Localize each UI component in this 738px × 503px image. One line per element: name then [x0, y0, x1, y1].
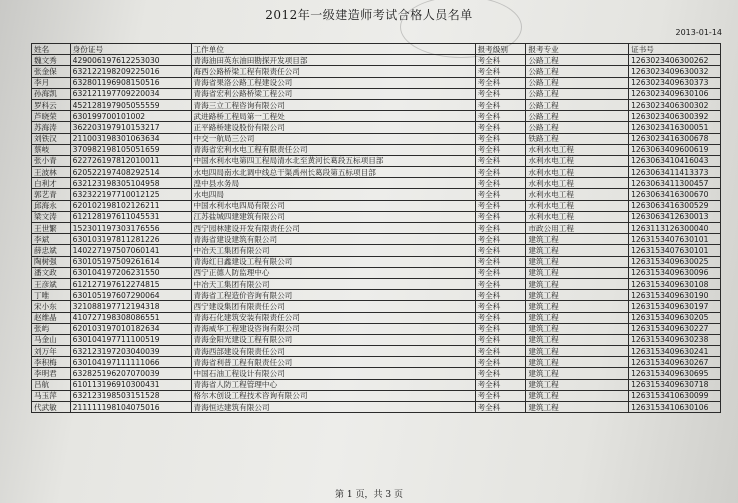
cell-exam-level: 考全科 [475, 99, 526, 110]
table-row [32, 278, 721, 289]
cell-certificate-number: 1263063411300457 [629, 178, 721, 189]
cell-exam-level: 考全科 [475, 368, 526, 379]
cell-id-number: 632801196908150516 [70, 77, 191, 88]
cell-name: 王彦斌 [32, 278, 71, 289]
cell-certificate-number: 1263153410630099 [629, 390, 721, 401]
header-exam-level: 报考级别 [475, 44, 526, 55]
cell-work-unit: 武进路桥工程局第一工程处 [191, 111, 475, 122]
cell-work-unit: 中交一航局三公司 [191, 133, 475, 144]
cell-name: 李斌 [32, 234, 71, 245]
cell-name: 魏文秀 [32, 55, 71, 66]
cell-exam-level: 考全科 [475, 245, 526, 256]
cell-id-number: 612127197612274815 [70, 278, 191, 289]
table-row [32, 155, 721, 166]
cell-exam-major: 水利水电工程 [526, 155, 629, 166]
cell-name: 孙海凯 [32, 88, 71, 99]
cell-exam-major: 公路工程 [526, 77, 629, 88]
cell-exam-level: 考全科 [475, 77, 526, 88]
cell-exam-level: 考全科 [475, 111, 526, 122]
cell-work-unit: 青海省建设建筑有限公司 [191, 234, 475, 245]
cell-certificate-number: 1263023416300051 [629, 122, 721, 133]
cell-work-unit: 海西公路桥梁工程有限责任公司 [191, 66, 475, 77]
cell-exam-major: 建筑工程 [526, 357, 629, 368]
cell-name: 梁文涛 [32, 211, 71, 222]
cell-exam-major: 建筑工程 [526, 379, 629, 390]
header-work-unit: 工作单位 [191, 44, 475, 55]
cell-certificate-number: 1263063412630013 [629, 211, 721, 222]
page-indicator: 第 1 页，共 3 页 [335, 490, 403, 500]
cell-exam-level: 考全科 [475, 155, 526, 166]
cell-name: 代武敏 [32, 402, 71, 413]
cell-work-unit: 正平路桥建设股份有限公司 [191, 122, 475, 133]
cell-exam-major: 水利水电工程 [526, 178, 629, 189]
cell-exam-major: 水利水电工程 [526, 200, 629, 211]
cell-id-number: 620103197010182634 [70, 323, 191, 334]
qualified-personnel-table [31, 43, 721, 413]
table-row [32, 211, 721, 222]
cell-name: 王世繁 [32, 223, 71, 234]
table-row [32, 267, 721, 278]
document-title: 2012年一级建造师考试合格人员名单 [265, 8, 473, 22]
cell-certificate-number: 1263023416300678 [629, 133, 721, 144]
cell-work-unit: 西宁建设集团有限责任公司 [191, 301, 475, 312]
cell-work-unit: 青海石化建筑安装有限责任公司 [191, 312, 475, 323]
cell-name: 郭艺青 [32, 189, 71, 200]
cell-exam-major: 建筑工程 [526, 390, 629, 401]
cell-exam-major: 建筑工程 [526, 312, 629, 323]
cell-exam-major: 公路工程 [526, 88, 629, 99]
cell-exam-level: 考全科 [475, 346, 526, 357]
table-row [32, 301, 721, 312]
cell-exam-major: 建筑工程 [526, 334, 629, 345]
table-row [32, 55, 721, 66]
cell-id-number: 632825196207070039 [70, 368, 191, 379]
cell-exam-level: 考全科 [475, 133, 526, 144]
cell-name: 蔡岐 [32, 144, 71, 155]
table-row [32, 402, 721, 413]
header-certificate-number: 证书号 [629, 44, 721, 55]
cell-id-number: 321088197712194318 [70, 301, 191, 312]
cell-certificate-number: 1263153409630267 [629, 357, 721, 368]
cell-certificate-number: 1263063416300529 [629, 200, 721, 211]
cell-certificate-number: 1263153409630197 [629, 301, 721, 312]
cell-exam-level: 考全科 [475, 189, 526, 200]
cell-work-unit: 青海红日鑫建设工程有限公司 [191, 256, 475, 267]
cell-name: 苏海涛 [32, 122, 71, 133]
table-body [32, 55, 721, 413]
cell-certificate-number: 1263153409630190 [629, 290, 721, 301]
cell-exam-major: 建筑工程 [526, 234, 629, 245]
document-date: 2013-01-14 [675, 28, 722, 37]
cell-name: 张金保 [32, 66, 71, 77]
cell-id-number: 152301197303176556 [70, 223, 191, 234]
cell-name: 丁唯 [32, 290, 71, 301]
cell-name: 陶树强 [32, 256, 71, 267]
table-row [32, 99, 721, 110]
cell-exam-level: 考全科 [475, 379, 526, 390]
cell-work-unit: 水电四局 [191, 189, 475, 200]
cell-certificate-number: 1263153409630241 [629, 346, 721, 357]
table-row [32, 234, 721, 245]
cell-work-unit: 青海威华工程建设咨询有限公司 [191, 323, 475, 334]
cell-exam-level: 考全科 [475, 256, 526, 267]
cell-work-unit: 青海油田英东油田勘探开发项目部 [191, 55, 475, 66]
cell-certificate-number: 1263153409630695 [629, 368, 721, 379]
cell-exam-major: 建筑工程 [526, 267, 629, 278]
cell-exam-major: 市政公用工程 [526, 223, 629, 234]
cell-id-number: 632121197709220034 [70, 88, 191, 99]
table-row [32, 88, 721, 99]
cell-exam-level: 考全科 [475, 278, 526, 289]
table-row [32, 77, 721, 88]
cell-exam-level: 考全科 [475, 312, 526, 323]
cell-work-unit: 江苏盐城四建建筑有限公司 [191, 211, 475, 222]
cell-exam-major: 建筑工程 [526, 402, 629, 413]
cell-id-number: 452128197905055559 [70, 99, 191, 110]
cell-id-number: 610113196910300431 [70, 379, 191, 390]
cell-work-unit: 西宁园林建设开发有限责任公司 [191, 223, 475, 234]
cell-name: 王波林 [32, 167, 71, 178]
header-name: 姓名 [32, 44, 71, 55]
cell-work-unit: 水电四局南水北调中线总干渠禹州长葛段第五标项目部 [191, 167, 475, 178]
cell-id-number: 140227197507060141 [70, 245, 191, 256]
cell-work-unit: 湟中县水务局 [191, 178, 475, 189]
cell-work-unit: 青海三立工程咨询有限公司 [191, 99, 475, 110]
cell-exam-level: 考全科 [475, 122, 526, 133]
cell-exam-major: 建筑工程 [526, 256, 629, 267]
cell-exam-major: 水利水电工程 [526, 144, 629, 155]
cell-exam-level: 考全科 [475, 390, 526, 401]
cell-exam-level: 考全科 [475, 178, 526, 189]
cell-id-number: 370982198105051659 [70, 144, 191, 155]
cell-exam-major: 水利水电工程 [526, 211, 629, 222]
cell-exam-major: 建筑工程 [526, 245, 629, 256]
header-id-number: 身份证号 [70, 44, 191, 55]
cell-exam-level: 考全科 [475, 323, 526, 334]
cell-name: 刘万年 [32, 346, 71, 357]
table-row [32, 133, 721, 144]
cell-exam-level: 考全科 [475, 290, 526, 301]
table-row [32, 122, 721, 133]
cell-exam-level: 考全科 [475, 55, 526, 66]
cell-id-number: 630104197711100519 [70, 334, 191, 345]
cell-name: 邱海永 [32, 200, 71, 211]
cell-certificate-number: 1263023409630373 [629, 77, 721, 88]
header-exam-major: 报考专业 [526, 44, 629, 55]
table-row [32, 312, 721, 323]
cell-name: 赵维晶 [32, 312, 71, 323]
cell-id-number: 620102198102126211 [70, 200, 191, 211]
cell-id-number: 630103197811281226 [70, 234, 191, 245]
cell-id-number: 632322197710012125 [70, 189, 191, 200]
cell-exam-level: 考全科 [475, 211, 526, 222]
cell-certificate-number: 1263113126300040 [629, 223, 721, 234]
cell-name: 李月 [32, 77, 71, 88]
cell-id-number: 362203197910153217 [70, 122, 191, 133]
cell-id-number: 410727198308086551 [70, 312, 191, 323]
cell-exam-major: 建筑工程 [526, 323, 629, 334]
table-row [32, 223, 721, 234]
cell-exam-major: 建筑工程 [526, 290, 629, 301]
cell-exam-major: 水利水电工程 [526, 167, 629, 178]
cell-id-number: 211111198104075016 [70, 402, 191, 413]
cell-name: 马玉萍 [32, 390, 71, 401]
table-row [32, 167, 721, 178]
table-row [32, 256, 721, 267]
cell-work-unit: 青海西部建设有限责任公司 [191, 346, 475, 357]
cell-exam-level: 考全科 [475, 88, 526, 99]
cell-id-number: 211003198301063634 [70, 133, 191, 144]
cell-id-number: 630105197607290064 [70, 290, 191, 301]
cell-name: 刘铁汉 [32, 133, 71, 144]
cell-exam-level: 考全科 [475, 167, 526, 178]
cell-id-number: 632123198305104958 [70, 178, 191, 189]
cell-name: 李积梅 [32, 357, 71, 368]
cell-work-unit: 中国水利水电第四工程局清水北至黄河长葛段五标项目部 [191, 155, 475, 166]
cell-name: 李明君 [32, 368, 71, 379]
cell-certificate-number: 1263023409630032 [629, 66, 721, 77]
table-row [32, 111, 721, 122]
cell-certificate-number: 1263153409630108 [629, 278, 721, 289]
cell-certificate-number: 1263063410416043 [629, 155, 721, 166]
cell-name: 罗科云 [32, 99, 71, 110]
cell-work-unit: 青海省宏利水电工程有限责任公司 [191, 144, 475, 155]
cell-certificate-number: 1263063411413373 [629, 167, 721, 178]
cell-id-number: 622726197812010011 [70, 155, 191, 166]
table-row [32, 245, 721, 256]
cell-exam-level: 考全科 [475, 357, 526, 368]
cell-exam-major: 公路工程 [526, 55, 629, 66]
cell-id-number: 630104197111111066 [70, 357, 191, 368]
cell-work-unit: 中国石油工程设计有限公司 [191, 368, 475, 379]
cell-name: 潘文政 [32, 267, 71, 278]
table-row [32, 178, 721, 189]
table-row [32, 323, 721, 334]
cell-id-number: 632123198503151528 [70, 390, 191, 401]
cell-id-number: 612128197611045531 [70, 211, 191, 222]
cell-exam-level: 考全科 [475, 66, 526, 77]
cell-exam-major: 水利水电工程 [526, 189, 629, 200]
cell-work-unit: 青海金阳光建设工程有限公司 [191, 334, 475, 345]
cell-exam-level: 考全科 [475, 334, 526, 345]
cell-certificate-number: 1263153409630238 [629, 334, 721, 345]
cell-certificate-number: 1263153409630096 [629, 267, 721, 278]
cell-exam-major: 公路工程 [526, 111, 629, 122]
cell-exam-level: 考全科 [475, 301, 526, 312]
cell-exam-level: 考全科 [475, 144, 526, 155]
cell-name: 马金山 [32, 334, 71, 345]
cell-exam-major: 建筑工程 [526, 278, 629, 289]
cell-name: 薛忠斌 [32, 245, 71, 256]
cell-work-unit: 青海省人防工程管理中心 [191, 379, 475, 390]
table-row [32, 346, 721, 357]
cell-id-number: 630104197206231550 [70, 267, 191, 278]
cell-work-unit: 格尔木创设工程技术咨询有限公司 [191, 390, 475, 401]
cell-work-unit: 青海省利普工程有限责任公司 [191, 357, 475, 368]
table-row [32, 66, 721, 77]
table-row [32, 379, 721, 390]
cell-work-unit: 西宁正德人防监理中心 [191, 267, 475, 278]
cell-certificate-number: 1263023406300262 [629, 55, 721, 66]
cell-certificate-number: 1263063416300670 [629, 189, 721, 200]
cell-name: 吕航 [32, 379, 71, 390]
cell-exam-major: 建筑工程 [526, 301, 629, 312]
cell-certificate-number: 1263023409630106 [629, 88, 721, 99]
table-row [32, 200, 721, 211]
cell-exam-major: 建筑工程 [526, 346, 629, 357]
table-row [32, 290, 721, 301]
cell-certificate-number: 1263153409630205 [629, 312, 721, 323]
cell-name: 张小青 [32, 155, 71, 166]
cell-work-unit: 青海恒达建筑有限公司 [191, 402, 475, 413]
cell-exam-major: 公路工程 [526, 122, 629, 133]
table-row [32, 390, 721, 401]
table-header-row [32, 44, 721, 55]
cell-exam-major: 公路工程 [526, 99, 629, 110]
cell-work-unit: 中冶天工集团有限公司 [191, 245, 475, 256]
cell-id-number: 632122198209225016 [70, 66, 191, 77]
cell-certificate-number: 1263063409600619 [629, 144, 721, 155]
cell-certificate-number: 1263153409630227 [629, 323, 721, 334]
cell-name: 宋小东 [32, 301, 71, 312]
cell-certificate-number: 1263023406300302 [629, 99, 721, 110]
cell-exam-major: 建筑工程 [526, 368, 629, 379]
cell-work-unit: 青海省宏利公路桥梁工程公司 [191, 88, 475, 99]
cell-id-number: 630199700101002 [70, 111, 191, 122]
cell-id-number: 620522197408292514 [70, 167, 191, 178]
table-row [32, 189, 721, 200]
cell-exam-level: 考全科 [475, 402, 526, 413]
cell-id-number: 632123197203040039 [70, 346, 191, 357]
cell-name: 白利才 [32, 178, 71, 189]
cell-certificate-number: 1263153407630101 [629, 245, 721, 256]
cell-certificate-number: 1263153407630101 [629, 234, 721, 245]
cell-id-number: 42900619761225303​0 [70, 55, 191, 66]
cell-work-unit: 青海省工程造价咨询有限公司 [191, 290, 475, 301]
cell-certificate-number: 1263023406300392 [629, 111, 721, 122]
cell-exam-major: 公路工程 [526, 66, 629, 77]
cell-exam-level: 考全科 [475, 223, 526, 234]
table-row [32, 144, 721, 155]
cell-exam-level: 考全科 [475, 267, 526, 278]
cell-name: 张屿 [32, 323, 71, 334]
cell-name: 芦晓荣 [32, 111, 71, 122]
cell-certificate-number: 1263153409630718 [629, 379, 721, 390]
cell-work-unit: 中冶天工集团有限公司 [191, 278, 475, 289]
cell-certificate-number: 1263153410630106 [629, 402, 721, 413]
cell-exam-major: 铁路工程 [526, 133, 629, 144]
cell-exam-level: 考全科 [475, 200, 526, 211]
table-row [32, 334, 721, 345]
cell-exam-level: 考全科 [475, 234, 526, 245]
cell-work-unit: 青海省果洛公路工程建设公司 [191, 77, 475, 88]
table-row [32, 368, 721, 379]
cell-id-number: 630105197509261614 [70, 256, 191, 267]
cell-work-unit: 中国水利水电四局有限公司 [191, 200, 475, 211]
cell-certificate-number: 1263153409630025 [629, 256, 721, 267]
table-row [32, 357, 721, 368]
